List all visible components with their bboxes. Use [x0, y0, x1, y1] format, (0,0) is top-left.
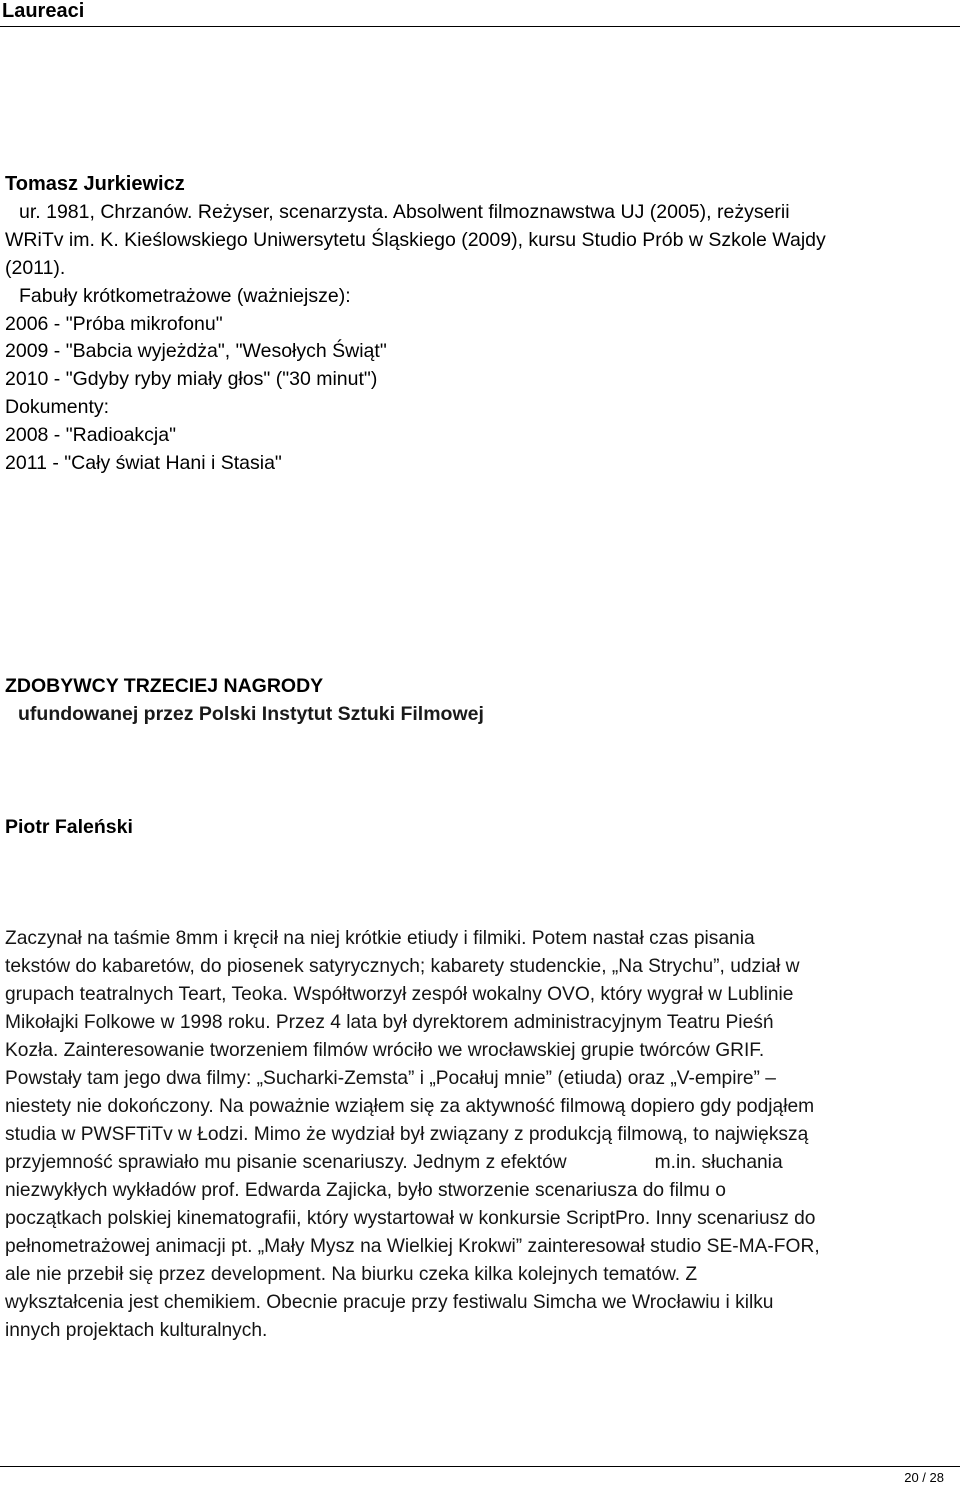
- bio-line: (2011).: [5, 256, 66, 279]
- bio-line: wykształcenia jest chemikiem. Obecnie pracuje przy festiwalu Simcha we Wrocławiu i kilku: [5, 1292, 774, 1313]
- page-header: [0, 0, 960, 27]
- footer-divider: [0, 1466, 960, 1467]
- bio-line: pełnometrażowej animacji pt. „Mały Mysz na Wielkiej Krokwi” zainteresował studio SE-MA-FOR,: [5, 1236, 820, 1257]
- filmography-line: 2010 - "Gdyby ryby miały głos" ("30 minut"): [5, 368, 378, 391]
- bio-line: Kozła. Zainteresowanie tworzeniem filmów wróciło we wrocławskiej grupie twórców GRIF.: [5, 1040, 765, 1061]
- laureate-name-block: [5, 813, 960, 841]
- filmography-line: 2009 - "Babcia wyjeżdża", "Wesołych Świąt": [5, 340, 387, 363]
- laureate-bio-falenski: [5, 925, 960, 1345]
- bio-line: Powstały tam jego dwa filmy: „Sucharki-Zemsta” i „Pocałuj mnie” (etiuda) oraz „V-empire” –: [5, 1068, 776, 1089]
- bio-line: niestety nie dokończony. Na poważnie wziąłem się za aktywność filmową dopiero gdy podjąłem: [5, 1096, 815, 1117]
- bio-line: ale nie przebił się przez development. Na biurku czeka kilka kolejnych tematów. Z: [5, 1264, 698, 1285]
- bio-line-part: m.in. słuchania: [654, 1152, 783, 1173]
- laureate-name: Tomasz Jurkiewicz: [5, 173, 185, 195]
- filmography-line: 2006 - "Próba mikrofonu": [5, 312, 223, 335]
- header-divider: [0, 26, 960, 27]
- page-number: 20 / 28: [904, 1470, 944, 1485]
- bio-line: innych projektach kulturalnych.: [5, 1320, 268, 1341]
- filmography-line: Fabuły krótkometrażowe (ważniejsze):: [19, 284, 351, 307]
- bio-line: studia w PWSFTiTv w Łodzi. Mimo że wydział był związany z produkcją filmową, to największą: [5, 1124, 809, 1145]
- bio-line: Zaczynał na taśmie 8mm i kręcił na niej krótkie etiudy i filmiki. Potem nastał czas pisania: [5, 928, 755, 949]
- award-heading: [5, 673, 960, 728]
- laureate-name: Piotr Faleński: [5, 816, 133, 838]
- award-title: ZDOBYWCY TRZECIEJ NAGRODY: [5, 675, 324, 697]
- document-title: Laureaci: [2, 0, 85, 22]
- bio-line: tekstów do kabaretów, do piosenek satyrycznych; kabarety studenckie, „Na Strychu”, udział w: [5, 956, 800, 977]
- bio-line: ur. 1981, Chrzanów. Reżyser, scenarzysta. Absolwent filmoznawstwa UJ (2005), reżyserii: [19, 200, 790, 223]
- bio-line: Mikołajki Folkowe w 1998 roku. Przez 4 lata był dyrektorem administracyjnym Teatru Pieśń: [5, 1012, 774, 1033]
- filmography-line: 2011 - "Cały świat Hani i Stasia": [5, 452, 282, 475]
- filmography-line: 2008 - "Radioakcja": [5, 424, 177, 447]
- award-subtitle: ufundowanej przez Polski Instytut Sztuki Filmowej: [18, 702, 484, 725]
- laureate-section-jurkiewicz: [5, 171, 960, 478]
- filmography-line: Dokumenty:: [5, 396, 110, 419]
- bio-line: niezwykłych wykładów prof. Edwarda Zajicka, było stworzenie scenariusza do filmu o: [5, 1180, 726, 1201]
- bio-line: [5, 1149, 960, 1177]
- bio-line: grupach teatralnych Teart, Teoka. Współtworzył zespół wokalny OVO, który wygrał w Lublinie: [5, 984, 794, 1005]
- bio-line: początkach polskiej kinematografii, który wystartował w konkursie ScriptPro. Inny scenariusz do: [5, 1208, 816, 1229]
- bio-line-part: przyjemność sprawiało mu pisanie scenariuszy. Jednym z efektów: [5, 1152, 567, 1173]
- bio-line: WRiTv im. K. Kieślowskiego Uniwersytetu Śląskiego (2009), kursu Studio Prób w Szkole Wajdy: [5, 228, 826, 251]
